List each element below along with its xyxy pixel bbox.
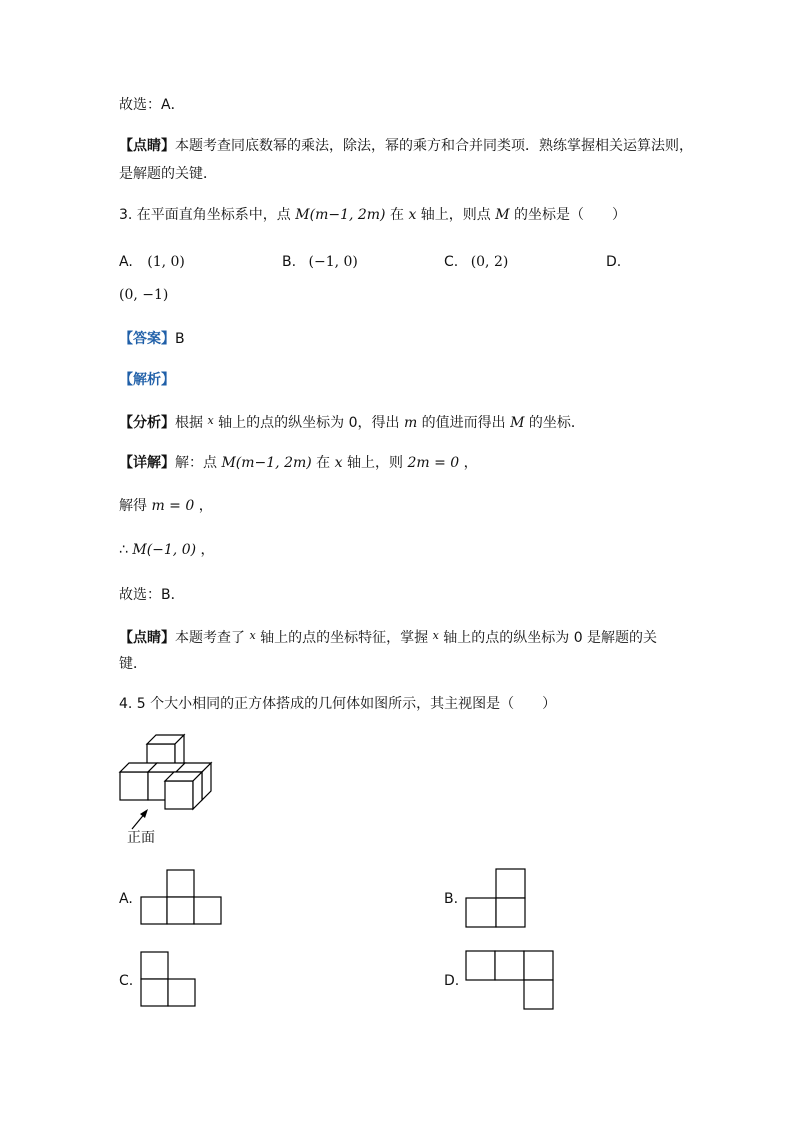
q4-option-d-label: D.	[444, 973, 460, 989]
q4-option-d-figure	[465, 950, 555, 1010]
q4-option-c-label: C.	[119, 973, 134, 989]
q3-final: 故选：B．	[119, 587, 185, 603]
q3-option-b: B. (−1, 0)	[282, 254, 358, 270]
answer-tag: 【答案】	[119, 331, 175, 347]
front-label: 正面	[127, 830, 155, 846]
q3-analysis-tag: 【解析】	[119, 372, 175, 388]
comment-tag: 【点睛】	[119, 138, 175, 154]
question-4-stem: 4. 5 个大小相同的正方体搭成的几何体如图所示，其主视图是（ ）	[119, 696, 557, 712]
question-3-stem: 3. 在平面直角坐标系中，点 M(m−1, 2m) 在 x 轴上，则点 M 的坐标是（ ）	[119, 207, 627, 223]
q4-option-a-figure	[140, 869, 222, 925]
q3-option-a: A. (1, 0)	[119, 254, 185, 270]
previous-comment-cont: 是解题的关键．	[119, 166, 217, 182]
q4-option-b-figure	[465, 868, 527, 928]
q4-option-a-label: A.	[119, 891, 133, 907]
previous-answer: 故选：A．	[119, 97, 185, 113]
q3-option-d-label: D.	[606, 254, 622, 270]
q3-solve: 解得 m = 0 ，	[119, 498, 213, 514]
q3-option-d-value: (0, −1)	[119, 287, 169, 303]
q3-detail: 【详解】解：点 M(m−1, 2m) 在 x 轴上，则 2m = 0 ，	[119, 455, 478, 471]
q4-option-b-label: B.	[444, 891, 459, 907]
q3-option-c: C. (0, 2)	[444, 254, 509, 270]
q3-fenxi: 【分析】根据 $^x$ 轴上的点的纵坐标为 0，得出 m 的值进而得出 M 的坐标．	[119, 414, 585, 431]
q3-comment-cont: 键．	[119, 656, 147, 672]
q4-option-c-figure	[140, 951, 196, 1007]
point-m-expression: M(m−1, 2m)	[295, 207, 386, 223]
q3-comment: 【点睛】本题考查了 $^x$ 轴上的点的坐标特征，掌握 $^x$ 轴上的点的纵坐标为 0 是解题的关	[119, 629, 658, 646]
q3-answer: 【答案】B	[119, 331, 185, 347]
previous-comment	[119, 137, 693, 155]
q3-therefore: ∴ M(−1, 0) ，	[119, 542, 215, 558]
comment-text: 本题考查同底数幂的乘法，除法，幂的乘方和合并同类项．熟练掌握相关运算法则，	[175, 138, 693, 154]
